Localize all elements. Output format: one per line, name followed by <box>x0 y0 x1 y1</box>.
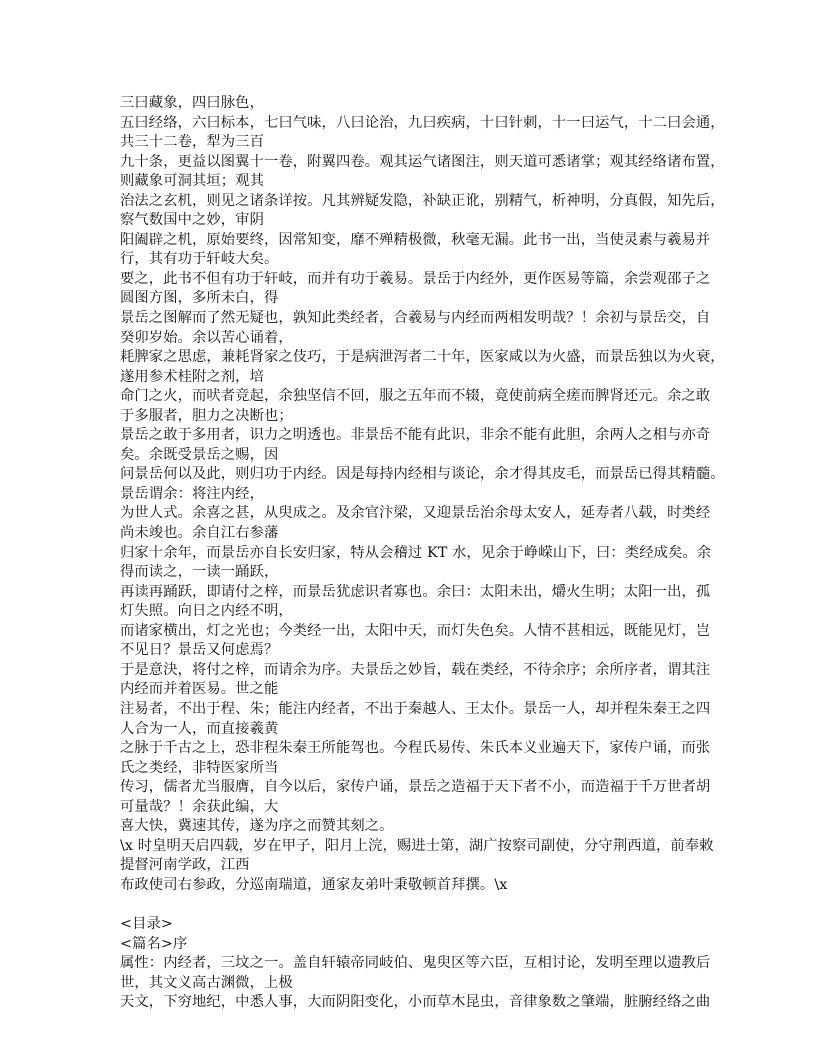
text-line: 圆图方图，多所未白，得 <box>120 290 279 307</box>
text-line: 于是意決，将付之梓，而请余为序。夫景岳之妙旨，载在类经，不待余序；余所序者，谓其注 <box>120 661 711 678</box>
paragraph <box>120 544 710 583</box>
paragraph <box>120 114 725 153</box>
text-line: 三曰藏象，四曰脉色， <box>120 95 264 111</box>
attribute-paragraph <box>120 954 710 993</box>
text-line: 传习，儒者尤当服膺，自今以后，家传户诵，景岳之造福于天下者不小，而造福于千万世者胡 <box>120 779 711 796</box>
paragraph <box>120 622 710 661</box>
paragraph <box>120 739 710 778</box>
text-line: 再读再踊跃，即请付之梓，而景岳犹虑识者寡也。余曰：太阳未出，爝火生明；太阳一出，孤 <box>120 583 711 600</box>
paragraph <box>120 778 710 817</box>
text-line: 要之，此书不但有功于轩岐，而并有功于羲易。景岳于内经外，更作医易等篇，余尝观邵子之 <box>120 270 711 287</box>
text-line: 注易者，不出于程、朱；能注内经者，不出于秦越人、王太仆。景岳一人，却并程朱秦王之四 <box>120 700 711 717</box>
paragraph <box>120 270 710 309</box>
document-page <box>120 94 725 1013</box>
blank-line <box>120 895 710 915</box>
text-line: 提督河南学政，江西 <box>120 857 250 874</box>
paragraph <box>120 426 710 465</box>
text-line: \x 时皇明天启四载，岁在甲子，阳月上浣，赐进士第，湖广按察司副使，分守荆西道，前奉敕 <box>120 837 714 854</box>
text-line: 则藏象可洞其垣；观其 <box>120 173 264 190</box>
toc-section <box>120 915 710 954</box>
section-name: <篇名>序 <box>120 935 188 952</box>
paragraph <box>120 192 725 231</box>
text-line: 可量哉？！余获此编，大 <box>120 798 279 815</box>
text-line: 于多服者，胆力之决断也； <box>120 407 293 424</box>
text-line: 察气数国中之妙，审阴 <box>120 212 264 229</box>
paragraph <box>120 817 710 837</box>
paragraph <box>120 231 710 270</box>
text-line: 景岳之敢于多用者，识力之明透也。非景岳不能有此识，非余不能有此胆，余两人之相与亦奇 <box>120 427 711 444</box>
paragraph <box>120 465 725 504</box>
attribute-paragraph <box>120 993 710 1013</box>
text-line: 属性：内经者，三坟之一。盖自轩辕帝同岐伯、鬼臾区等六臣，互相讨论，发明至理以遗教后 <box>120 955 711 972</box>
paragraph <box>120 661 710 700</box>
text-line: 景岳之图解而了然无疑也，孰知此类经者，合羲易与内经而两相发明哉？！余初与景岳交，自 <box>120 310 711 327</box>
preface-body <box>120 94 725 895</box>
paragraph <box>120 837 714 876</box>
paragraph <box>120 94 710 114</box>
text-line: 不见日？景岳又何虑焉？ <box>120 642 279 659</box>
text-line: 内经而并着医易。世之能 <box>120 681 279 698</box>
text-line: 耗脾家之思虑，兼耗肾家之伎巧，于是病泄泻者二十年，医家咸以为火盛，而景岳独以为火衰， <box>120 349 725 366</box>
text-line: 世，其文义高古渊微，上极 <box>120 974 293 991</box>
text-line: 天文，下穷地纪，中悉人事，大而阴阳变化，小而草木昆虫，音律象数之肇端，脏腑经络之曲 <box>120 994 711 1011</box>
toc-heading: <目录> <box>120 915 173 932</box>
text-line: 阳阖辟之机，原始要终，因常知变，靡不殚精极微，秋毫无漏。此书一出，当使灵素与羲易并 <box>120 231 711 248</box>
text-line: 问景岳何以及此，则归功于内经。因是每持内经相与谈论，余才得其皮毛，而景岳已得其精髓。 <box>120 466 725 483</box>
paragraph <box>120 387 710 426</box>
text-line: 尚未竣也。余自江右参藩 <box>120 525 279 542</box>
paragraph <box>120 504 710 543</box>
text-line: 归家十余年，而景岳亦自长安归家，特从会稽过 KT 水，见余于峥嵘山下，曰：类经成矣。余 <box>120 544 712 561</box>
text-line: 灯失照。向日之内经不明， <box>120 603 293 620</box>
text-line: 治法之玄机，则见之诸条详按。凡其辨疑发隐，补缺正讹，别精气，析神明，分真假，知先后， <box>120 192 725 209</box>
text-line: 五曰经络，六曰标本，七曰气味，八曰论治，九曰疾病，十曰针刺，十一曰运气，十二曰会通， <box>120 114 725 131</box>
text-line: 景岳谓余：将注内经， <box>120 485 264 502</box>
text-line: 布政使司右参政，分巡南瑞道，通家友弟叶秉敬顿首拜撰。\x <box>120 876 508 893</box>
paragraph <box>120 876 710 896</box>
text-line: 行，其有功于轩岐大矣。 <box>120 251 279 268</box>
paragraph <box>120 700 710 739</box>
text-line: 得而读之，一读一踊跃， <box>120 564 279 581</box>
text-line: 氏之类经，非特医家所当 <box>120 759 279 776</box>
paragraph <box>120 348 725 387</box>
paragraph <box>120 583 710 622</box>
text-line: 命门之火，而吠者竞起，余独坚信不回，服之五年而不辍，竟使前病全瘥而脾肾还元。余之敢 <box>120 388 711 405</box>
paragraph <box>120 309 710 348</box>
text-line: 喜大快，冀速其传，遂为序之而赞其刻之。 <box>120 818 394 835</box>
text-line: 人合为一人，而直接羲黄 <box>120 720 279 737</box>
text-line: 为世人式。余喜之甚，从臾成之。及余官汴梁，又迎景岳治余母太安人，延寿者八载，时类经 <box>120 505 711 522</box>
text-line: 而诸家横出，灯之光也；今类经一出，太阳中天，而灯失色矣。人情不甚相远，既能见灯，岂 <box>120 622 711 639</box>
text-line: 之脉于千古之上，恐非程朱秦王所能驾也。今程氏易传、朱氏本义业遍天下，家传户诵，而张 <box>120 740 711 757</box>
attribute-body <box>120 954 710 1013</box>
text-line: 矣。余既受景岳之赐，因 <box>120 446 279 463</box>
text-line: 共三十二卷，犁为三百 <box>120 134 264 151</box>
paragraph <box>120 153 725 192</box>
text-line: 遂用参术桂附之剂，培 <box>120 368 264 385</box>
text-line: 九十条，更益以图翼十一卷，附翼四卷。观其运气诸图注，则天道可悉诸掌；观其经络诸布置， <box>120 153 725 170</box>
text-line: 癸卯岁始。余以苦心诵着， <box>120 329 293 346</box>
